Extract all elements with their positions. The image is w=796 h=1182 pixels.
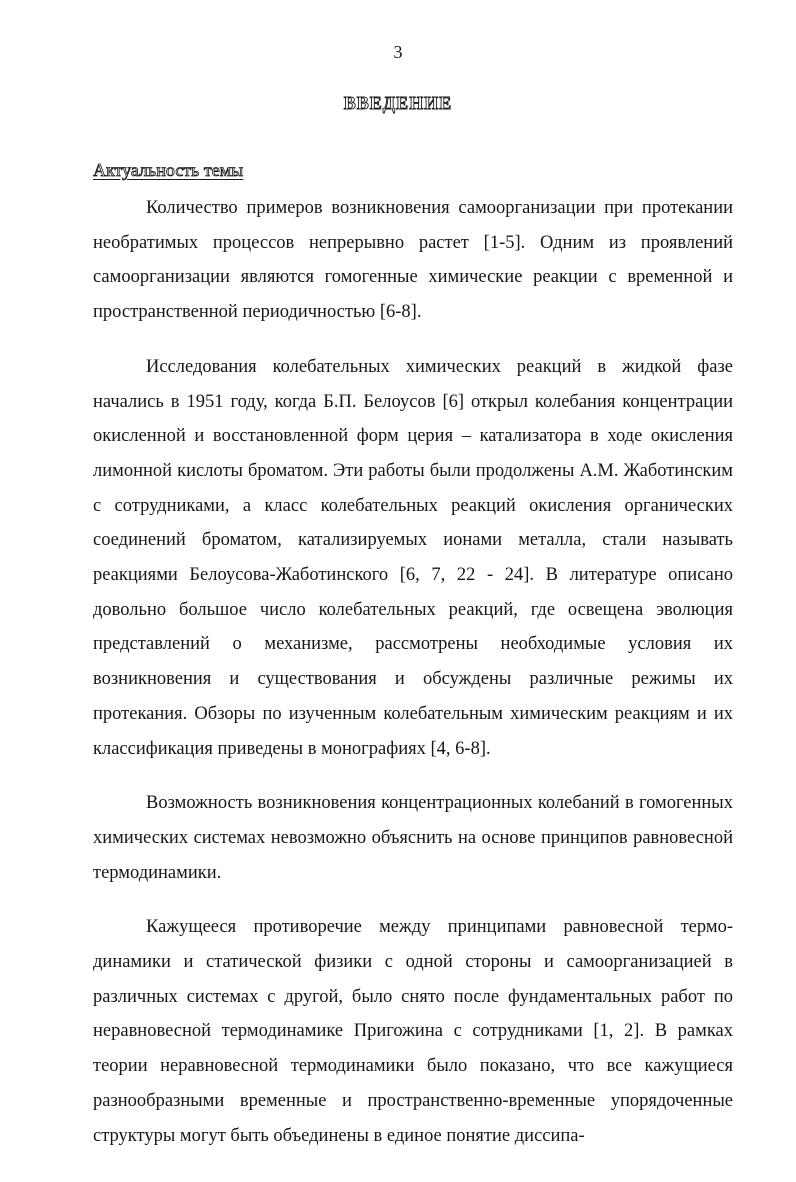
- paragraph-4: Кажущееся противоречие между принципами равновесной термодинамики и статической физики с одной стороны и самоорганизацией в различных системах с другой, было снято после фундаментальных работ по неравновесной термодинамике Пригожина с сотрудниками [1, 2]. В рамках теории неравновесной термодинамики было показано, что все кажущиеся разнообразными временные и пространственно-временные упорядоченные структуры могут быть объединены в единое понятие диссипа-: [93, 917, 733, 1146]
- section-heading: Актуальность темы: [93, 160, 244, 180]
- paragraph-2: Исследования колебательных химических реакций в жидкой фазе начались в 1951 году, когда Б.П. Белоусов [6] открыл колебания концентрации окисленной и восстановленной форм церия – катализатора в ходе окисления лимонной кислоты броматом. Эти работы были продолжены А.М. Жаботинским с сотрудниками, а класс колебательных реакций окисления органических соединений броматом, катализируемых ионами металла, стали называть реакциями Белоусова-Жаботинского [6, 7, 22 - 24]. В литературе описано довольно большое число колебательных реакций, где освещена эволюция представлений о механизме, рассмотрены необходимые условия их возникновения и существования и обсуждены различные режимы их протекания. Обзоры по изученным колебательным химическим реакциям и их классификация приведены в монографиях [4, 6-8].: [93, 356, 733, 759]
- page-number: 3: [393, 42, 403, 62]
- paragraph-3: Возможность возникновения концентрационных колебаний в гомогенных химических системах невозможно объяснить на основе принципов равновесной термодинамики.: [93, 793, 733, 883]
- page-title: ВВЕДЕНИЕ: [343, 93, 453, 113]
- paragraph-1: Количество примеров возникновения самоорганизации при протекании необратимых процессов непрерывно растет [1-5]. Одним из проявлений самоорганизации являются гомогенные химические реакции с временной и пространственной периодичностью [6-8].: [93, 198, 733, 323]
- body-text: [93, 191, 733, 1153]
